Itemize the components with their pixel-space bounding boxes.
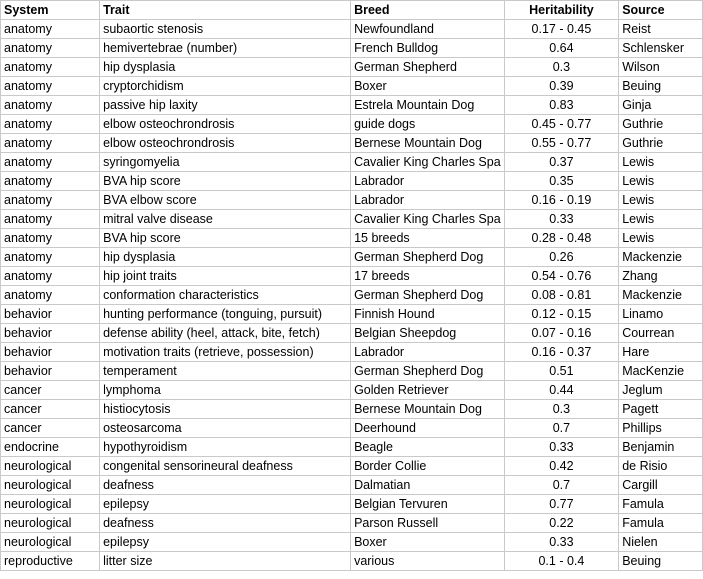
cell-heritability[interactable]: 0.08 - 0.81	[504, 286, 619, 305]
cell-heritability[interactable]: 0.16 - 0.19	[504, 191, 619, 210]
table-row	[1, 20, 703, 39]
cell-breed[interactable]: German Shepherd Dog	[351, 286, 505, 305]
cell-source[interactable]: Lewis	[619, 153, 703, 172]
table-row	[1, 381, 703, 400]
cell-trait[interactable]: elbow osteochrondrosis	[100, 134, 351, 153]
header-heritability[interactable]: Heritability	[504, 1, 619, 20]
cell-system[interactable]: anatomy	[1, 191, 100, 210]
cell-breed[interactable]: Bernese Mountain Dog	[351, 134, 505, 153]
cell-system[interactable]: anatomy	[1, 58, 100, 77]
cell-breed[interactable]: Beagle	[351, 438, 505, 457]
cell-heritability[interactable]: 0.55 - 0.77	[504, 134, 619, 153]
table-row	[1, 457, 703, 476]
cell-system[interactable]: anatomy	[1, 39, 100, 58]
cell-heritability[interactable]: 0.54 - 0.76	[504, 267, 619, 286]
cell-source[interactable]: Pagett	[619, 400, 703, 419]
cell-source[interactable]: Jeglum	[619, 381, 703, 400]
cell-source[interactable]: Ginja	[619, 96, 703, 115]
cell-system[interactable]: neurological	[1, 476, 100, 495]
table-row	[1, 77, 703, 96]
cell-system[interactable]: cancer	[1, 381, 100, 400]
cell-breed[interactable]: Cavalier King Charles Spa	[351, 210, 505, 229]
table-row	[1, 58, 703, 77]
table-row	[1, 153, 703, 172]
header-trait[interactable]: Trait	[100, 1, 351, 20]
cell-system[interactable]: anatomy	[1, 20, 100, 39]
cell-breed[interactable]: German Shepherd	[351, 58, 505, 77]
cell-heritability[interactable]: 0.64	[504, 39, 619, 58]
cell-breed[interactable]: 17 breeds	[351, 267, 505, 286]
cell-source[interactable]: Zhang	[619, 267, 703, 286]
cell-heritability[interactable]: 0.7	[504, 476, 619, 495]
table-row	[1, 229, 703, 248]
cell-breed[interactable]: Deerhound	[351, 419, 505, 438]
cell-system[interactable]: anatomy	[1, 77, 100, 96]
cell-system[interactable]: neurological	[1, 514, 100, 533]
cell-system[interactable]: behavior	[1, 324, 100, 343]
table-row	[1, 39, 703, 58]
cell-breed[interactable]: Labrador	[351, 191, 505, 210]
cell-trait[interactable]: hip joint traits	[100, 267, 351, 286]
cell-breed[interactable]: Cavalier King Charles Spa	[351, 153, 505, 172]
table-row	[1, 286, 703, 305]
cell-heritability[interactable]: 0.77	[504, 495, 619, 514]
cell-source[interactable]: Courrean	[619, 324, 703, 343]
cell-breed[interactable]: Labrador	[351, 343, 505, 362]
cell-trait[interactable]: histiocytosis	[100, 400, 351, 419]
cell-source[interactable]: Linamo	[619, 305, 703, 324]
cell-system[interactable]: neurological	[1, 533, 100, 552]
cell-breed[interactable]: guide dogs	[351, 115, 505, 134]
table-row	[1, 343, 703, 362]
cell-heritability[interactable]: 0.51	[504, 362, 619, 381]
cell-source[interactable]: Lewis	[619, 229, 703, 248]
cell-heritability[interactable]: 0.3	[504, 400, 619, 419]
cell-system[interactable]: anatomy	[1, 286, 100, 305]
table-row	[1, 248, 703, 267]
cell-breed[interactable]: Bernese Mountain Dog	[351, 400, 505, 419]
table-row	[1, 514, 703, 533]
cell-source[interactable]: Famula	[619, 495, 703, 514]
table-row	[1, 495, 703, 514]
cell-source[interactable]: MacKenzie	[619, 362, 703, 381]
cell-system[interactable]: reproductive	[1, 552, 100, 571]
cell-heritability[interactable]: 0.42	[504, 457, 619, 476]
cell-trait[interactable]: motivation traits (retrieve, possession)	[100, 343, 351, 362]
cell-breed[interactable]: Finnish Hound	[351, 305, 505, 324]
cell-source[interactable]: Lewis	[619, 172, 703, 191]
cell-heritability[interactable]: 0.33	[504, 210, 619, 229]
cell-system[interactable]: anatomy	[1, 267, 100, 286]
cell-heritability[interactable]: 0.12 - 0.15	[504, 305, 619, 324]
cell-breed[interactable]: Estrela Mountain Dog	[351, 96, 505, 115]
cell-breed[interactable]: Belgian Tervuren	[351, 495, 505, 514]
cell-trait[interactable]: lymphoma	[100, 381, 351, 400]
cell-trait[interactable]: hip dysplasia	[100, 58, 351, 77]
cell-trait[interactable]: mitral valve disease	[100, 210, 351, 229]
cell-heritability[interactable]: 0.28 - 0.48	[504, 229, 619, 248]
table-row	[1, 267, 703, 286]
cell-source[interactable]: Phillips	[619, 419, 703, 438]
table-row	[1, 191, 703, 210]
cell-system[interactable]: anatomy	[1, 134, 100, 153]
cell-trait[interactable]: hunting performance (tonguing, pursuit)	[100, 305, 351, 324]
cell-system[interactable]: behavior	[1, 305, 100, 324]
cell-breed[interactable]: Belgian Sheepdog	[351, 324, 505, 343]
cell-trait[interactable]: hypothyroidism	[100, 438, 351, 457]
cell-heritability[interactable]: 0.33	[504, 438, 619, 457]
table-row	[1, 419, 703, 438]
table-row	[1, 362, 703, 381]
cell-system[interactable]: behavior	[1, 343, 100, 362]
cell-trait[interactable]: syringomyelia	[100, 153, 351, 172]
cell-trait[interactable]: cryptorchidism	[100, 77, 351, 96]
cell-heritability[interactable]: 0.33	[504, 533, 619, 552]
cell-heritability[interactable]: 0.07 - 0.16	[504, 324, 619, 343]
cell-trait[interactable]: litter size	[100, 552, 351, 571]
cell-system[interactable]: behavior	[1, 362, 100, 381]
cell-source[interactable]: Reist	[619, 20, 703, 39]
cell-system[interactable]: anatomy	[1, 210, 100, 229]
cell-heritability[interactable]: 0.35	[504, 172, 619, 191]
cell-source[interactable]: Famula	[619, 514, 703, 533]
table-row	[1, 533, 703, 552]
cell-trait[interactable]: hemivertebrae (number)	[100, 39, 351, 58]
cell-trait[interactable]: hip dysplasia	[100, 248, 351, 267]
cell-breed[interactable]: French Bulldog	[351, 39, 505, 58]
cell-source[interactable]: Benjamin	[619, 438, 703, 457]
cell-trait[interactable]: conformation characteristics	[100, 286, 351, 305]
header-system[interactable]: System	[1, 1, 100, 20]
cell-breed[interactable]: Border Collie	[351, 457, 505, 476]
cell-breed[interactable]: 15 breeds	[351, 229, 505, 248]
cell-heritability[interactable]: 0.1 - 0.4	[504, 552, 619, 571]
cell-system[interactable]: anatomy	[1, 153, 100, 172]
cell-heritability[interactable]: 0.26	[504, 248, 619, 267]
cell-heritability[interactable]: 0.7	[504, 419, 619, 438]
cell-breed[interactable]: various	[351, 552, 505, 571]
cell-trait[interactable]: congenital sensorineural deafness	[100, 457, 351, 476]
cell-heritability[interactable]: 0.39	[504, 77, 619, 96]
table-row	[1, 134, 703, 153]
cell-trait[interactable]: elbow osteochrondrosis	[100, 115, 351, 134]
cell-source[interactable]: Lewis	[619, 210, 703, 229]
cell-system[interactable]: anatomy	[1, 229, 100, 248]
cell-trait[interactable]: epilepsy	[100, 495, 351, 514]
cell-trait[interactable]: BVA hip score	[100, 172, 351, 191]
cell-source[interactable]: Beuing	[619, 77, 703, 96]
table-row	[1, 476, 703, 495]
cell-system[interactable]: anatomy	[1, 96, 100, 115]
cell-heritability[interactable]: 0.44	[504, 381, 619, 400]
cell-heritability[interactable]: 0.16 - 0.37	[504, 343, 619, 362]
cell-system[interactable]: anatomy	[1, 248, 100, 267]
cell-system[interactable]: anatomy	[1, 172, 100, 191]
cell-trait[interactable]: subaortic stenosis	[100, 20, 351, 39]
header-breed[interactable]: Breed	[351, 1, 505, 20]
cell-breed[interactable]: Newfoundland	[351, 20, 505, 39]
cell-source[interactable]: de Risio	[619, 457, 703, 476]
cell-system[interactable]: neurological	[1, 495, 100, 514]
cell-trait[interactable]: defense ability (heel, attack, bite, fetch)	[100, 324, 351, 343]
cell-breed[interactable]: Boxer	[351, 533, 505, 552]
cell-source[interactable]: Nielen	[619, 533, 703, 552]
cell-trait[interactable]: osteosarcoma	[100, 419, 351, 438]
cell-source[interactable]: Hare	[619, 343, 703, 362]
cell-trait[interactable]: deafness	[100, 476, 351, 495]
header-source[interactable]: Source	[619, 1, 703, 20]
cell-source[interactable]: Lewis	[619, 191, 703, 210]
cell-trait[interactable]: epilepsy	[100, 533, 351, 552]
cell-breed[interactable]: Parson Russell	[351, 514, 505, 533]
table-body	[1, 20, 703, 571]
table-row	[1, 210, 703, 229]
cell-system[interactable]: neurological	[1, 457, 100, 476]
cell-system[interactable]: endocrine	[1, 438, 100, 457]
cell-heritability[interactable]: 0.17 - 0.45	[504, 20, 619, 39]
cell-trait[interactable]: BVA elbow score	[100, 191, 351, 210]
cell-breed[interactable]: German Shepherd Dog	[351, 248, 505, 267]
cell-breed[interactable]: German Shepherd Dog	[351, 362, 505, 381]
cell-source[interactable]: Cargill	[619, 476, 703, 495]
cell-trait[interactable]: temperament	[100, 362, 351, 381]
cell-source[interactable]: Guthrie	[619, 134, 703, 153]
cell-system[interactable]: anatomy	[1, 115, 100, 134]
header-row	[1, 1, 703, 20]
cell-system[interactable]: cancer	[1, 400, 100, 419]
cell-source[interactable]: Beuing	[619, 552, 703, 571]
cell-system[interactable]: cancer	[1, 419, 100, 438]
cell-source[interactable]: Guthrie	[619, 115, 703, 134]
table-row	[1, 115, 703, 134]
cell-breed[interactable]: Boxer	[351, 77, 505, 96]
cell-source[interactable]: Mackenzie	[619, 286, 703, 305]
cell-trait[interactable]: passive hip laxity	[100, 96, 351, 115]
table-row	[1, 305, 703, 324]
cell-heritability[interactable]: 0.83	[504, 96, 619, 115]
table-header	[1, 1, 703, 20]
table-row	[1, 324, 703, 343]
cell-heritability[interactable]: 0.37	[504, 153, 619, 172]
table-row	[1, 96, 703, 115]
cell-breed[interactable]: Labrador	[351, 172, 505, 191]
cell-source[interactable]: Schlensker	[619, 39, 703, 58]
cell-breed[interactable]: Golden Retriever	[351, 381, 505, 400]
cell-heritability[interactable]: 0.22	[504, 514, 619, 533]
cell-heritability[interactable]: 0.3	[504, 58, 619, 77]
table-row	[1, 552, 703, 571]
table-row	[1, 172, 703, 191]
cell-heritability[interactable]: 0.45 - 0.77	[504, 115, 619, 134]
cell-breed[interactable]: Dalmatian	[351, 476, 505, 495]
cell-source[interactable]: Mackenzie	[619, 248, 703, 267]
table-row	[1, 400, 703, 419]
cell-source[interactable]: Wilson	[619, 58, 703, 77]
table-row	[1, 438, 703, 457]
cell-trait[interactable]: BVA hip score	[100, 229, 351, 248]
cell-trait[interactable]: deafness	[100, 514, 351, 533]
